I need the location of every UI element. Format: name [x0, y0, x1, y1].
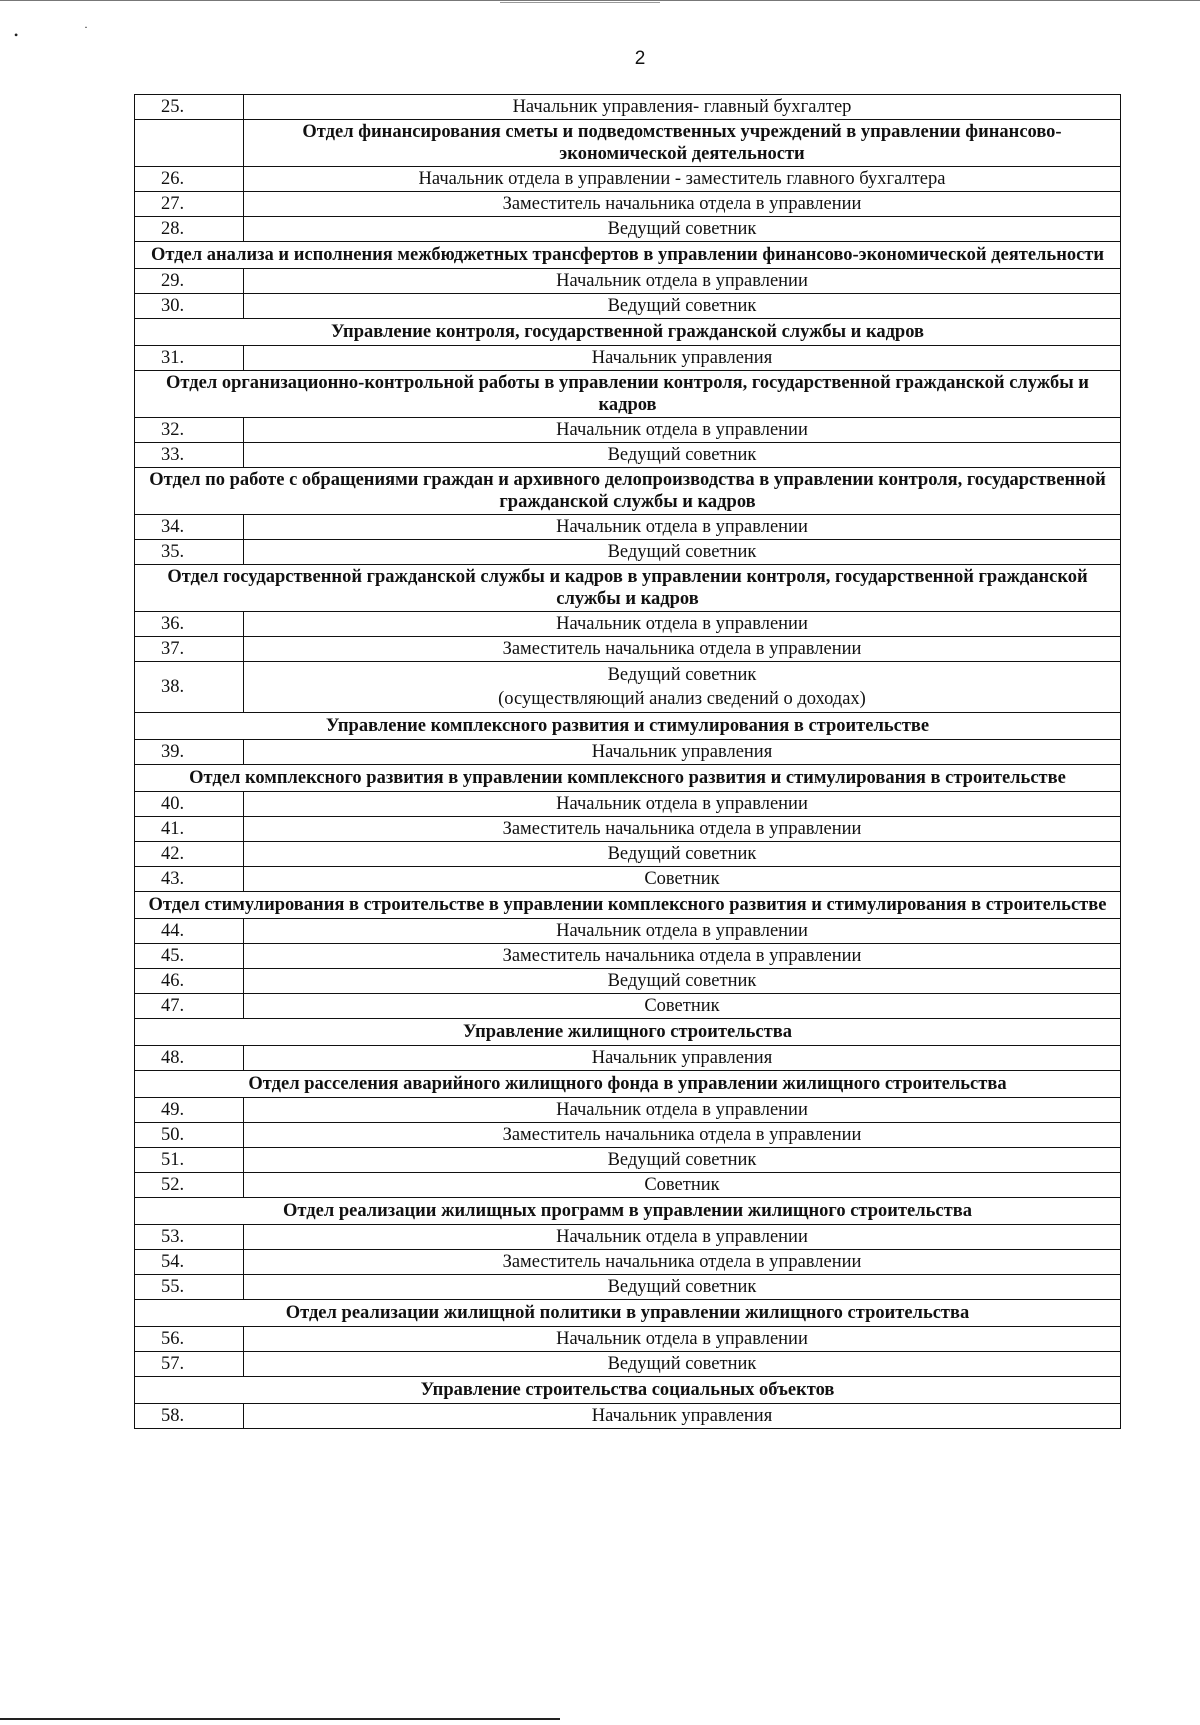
page-number: 2 — [634, 48, 646, 69]
department-title: Отдел комплексного развития в управлении комплексного развития и стимулирования в строительстве — [135, 765, 1121, 792]
position-note: (осуществляющий анализ сведений о доходах) — [498, 689, 866, 709]
department-title: Отдел организационно-контрольной работы в управлении контроля, государственной гражданской службы и кадров — [135, 371, 1121, 418]
position-number: 34. — [135, 515, 244, 540]
scan-speck: • — [14, 28, 19, 42]
position-title: Начальник отдела в управлении — [244, 1327, 1121, 1352]
position-row — [135, 294, 1121, 319]
department-row — [135, 565, 1121, 612]
department-row — [135, 371, 1121, 418]
position-title: Начальник отдела в управлении — [244, 792, 1121, 817]
position-number: 43. — [135, 867, 244, 892]
position-number: 32. — [135, 418, 244, 443]
position-title: Заместитель начальника отдела в управлении — [244, 1250, 1121, 1275]
position-number: 27. — [135, 192, 244, 217]
department-row — [135, 319, 1121, 346]
scan-top-edge-mark — [500, 2, 660, 3]
position-row — [135, 1046, 1121, 1071]
position-row — [135, 1173, 1121, 1198]
positions-table — [134, 94, 1121, 1429]
position-title-cell — [244, 662, 1121, 713]
position-title: Ведущий советник — [244, 294, 1121, 319]
position-title: Начальник отдела в управлении — [244, 418, 1121, 443]
position-row — [135, 842, 1121, 867]
scan-bottom-edge — [0, 1718, 560, 1720]
position-number: 46. — [135, 969, 244, 994]
position-number: 54. — [135, 1250, 244, 1275]
position-row — [135, 167, 1121, 192]
scan-top-edge — [0, 0, 1200, 1]
department-row — [135, 1300, 1121, 1327]
department-title: Отдел анализа и исполнения межбюджетных трансфертов в управлении финансово-экономической деятельности — [135, 242, 1121, 269]
position-number: 37. — [135, 637, 244, 662]
position-row — [135, 919, 1121, 944]
department-title: Управление жилищного строительства — [135, 1019, 1121, 1046]
position-row — [135, 944, 1121, 969]
position-title: Ведущий советник — [244, 1352, 1121, 1377]
scan-speck: · — [84, 20, 88, 34]
position-title: Советник — [244, 1173, 1121, 1198]
position-title: Начальник отдела в управлении — [244, 269, 1121, 294]
position-row — [135, 346, 1121, 371]
position-row — [135, 1250, 1121, 1275]
department-title: Управление комплексного развития и стимулирования в строительстве — [135, 713, 1121, 740]
position-title: Заместитель начальника отдела в управлении — [244, 817, 1121, 842]
position-title: Начальник отдела в управлении - заместитель главного бухгалтера — [244, 167, 1121, 192]
department-title: Отдел реализации жилищных программ в управлении жилищного строительства — [135, 1198, 1121, 1225]
department-row — [135, 1198, 1121, 1225]
position-title: Ведущий советник — [244, 443, 1121, 468]
department-row — [135, 1377, 1121, 1404]
position-number: 51. — [135, 1148, 244, 1173]
position-row — [135, 95, 1121, 120]
position-title: Начальник отдела в управлении — [244, 1098, 1121, 1123]
position-row — [135, 1148, 1121, 1173]
position-number: 48. — [135, 1046, 244, 1071]
position-number: 50. — [135, 1123, 244, 1148]
position-row — [135, 1123, 1121, 1148]
position-number: 55. — [135, 1275, 244, 1300]
position-title: Начальник управления — [244, 740, 1121, 765]
position-number: 49. — [135, 1098, 244, 1123]
department-title: Отдел по работе с обращениями граждан и архивного делопроизводства в управлении контроля, государственной гражданской службы и кадров — [135, 468, 1121, 515]
position-number: 47. — [135, 994, 244, 1019]
department-title: Управление строительства социальных объектов — [135, 1377, 1121, 1404]
position-row — [135, 1352, 1121, 1377]
position-number: 45. — [135, 944, 244, 969]
position-number: 25. — [135, 95, 244, 120]
department-row — [135, 1019, 1121, 1046]
position-number: 26. — [135, 167, 244, 192]
position-number: 35. — [135, 540, 244, 565]
position-row — [135, 740, 1121, 765]
position-row — [135, 994, 1121, 1019]
position-number: 38. — [135, 662, 244, 713]
department-title: Управление контроля, государственной гражданской службы и кадров — [135, 319, 1121, 346]
position-number: 41. — [135, 817, 244, 842]
position-row — [135, 418, 1121, 443]
position-row — [135, 1327, 1121, 1352]
position-title: Советник — [244, 994, 1121, 1019]
position-row — [135, 1275, 1121, 1300]
position-number: 57. — [135, 1352, 244, 1377]
position-number: 40. — [135, 792, 244, 817]
position-row — [135, 637, 1121, 662]
position-title: Ведущий советник — [607, 665, 757, 685]
position-row — [135, 1098, 1121, 1123]
department-row — [135, 713, 1121, 740]
position-number: 36. — [135, 612, 244, 637]
position-number: 56. — [135, 1327, 244, 1352]
position-number: 29. — [135, 269, 244, 294]
department-row — [135, 120, 1121, 167]
position-number: 33. — [135, 443, 244, 468]
position-title: Начальник отдела в управлении — [244, 1225, 1121, 1250]
position-title: Начальник отдела в управлении — [244, 919, 1121, 944]
position-number: 58. — [135, 1404, 244, 1429]
position-title: Начальник управления — [244, 1046, 1121, 1071]
position-title: Заместитель начальника отдела в управлении — [244, 1123, 1121, 1148]
department-title: Отдел стимулирования в строительстве в управлении комплексного развития и стимулирования в строительстве — [135, 892, 1121, 919]
position-title: Ведущий советник — [244, 969, 1121, 994]
position-row — [135, 269, 1121, 294]
department-row — [135, 1071, 1121, 1098]
position-title: Начальник управления — [244, 1404, 1121, 1429]
position-title: Ведущий советник — [244, 217, 1121, 242]
position-row — [135, 217, 1121, 242]
position-title: Заместитель начальника отдела в управлении — [244, 944, 1121, 969]
position-title: Начальник управления- главный бухгалтер — [244, 95, 1121, 120]
position-row — [135, 969, 1121, 994]
position-title: Заместитель начальника отдела в управлении — [244, 637, 1121, 662]
department-title: Отдел расселения аварийного жилищного фонда в управлении жилищного строительства — [135, 1071, 1121, 1098]
department-row — [135, 242, 1121, 269]
position-number: 39. — [135, 740, 244, 765]
position-row — [135, 612, 1121, 637]
position-row — [135, 540, 1121, 565]
position-title: Начальник отдела в управлении — [244, 515, 1121, 540]
position-title: Ведущий советник — [244, 1148, 1121, 1173]
position-number: 30. — [135, 294, 244, 319]
position-title: Начальник управления — [244, 346, 1121, 371]
department-row — [135, 468, 1121, 515]
position-row — [135, 515, 1121, 540]
department-title: Отдел реализации жилищной политики в управлении жилищного строительства — [135, 1300, 1121, 1327]
position-title: Ведущий советник — [244, 842, 1121, 867]
position-row — [135, 817, 1121, 842]
position-number: 53. — [135, 1225, 244, 1250]
position-row — [135, 443, 1121, 468]
positions-table-body — [135, 95, 1121, 1429]
position-title: Ведущий советник — [244, 1275, 1121, 1300]
position-title: Советник — [244, 867, 1121, 892]
position-number: 52. — [135, 1173, 244, 1198]
department-title: Отдел финансирования сметы и подведомственных учреждений в управлении финансово-экономической деятельности — [244, 120, 1121, 167]
position-row — [135, 792, 1121, 817]
department-title: Отдел государственной гражданской службы и кадров в управлении контроля, государственной гражданской службы и кадров — [135, 565, 1121, 612]
position-number: 44. — [135, 919, 244, 944]
position-number: 42. — [135, 842, 244, 867]
position-number: 31. — [135, 346, 244, 371]
position-number: 28. — [135, 217, 244, 242]
empty-number-cell — [135, 120, 244, 167]
position-title: Начальник отдела в управлении — [244, 612, 1121, 637]
position-title: Заместитель начальника отдела в управлении — [244, 192, 1121, 217]
position-row — [135, 1225, 1121, 1250]
department-row — [135, 892, 1121, 919]
position-row — [135, 192, 1121, 217]
position-row — [135, 662, 1121, 713]
position-row — [135, 1404, 1121, 1429]
position-title: Ведущий советник — [244, 540, 1121, 565]
department-row — [135, 765, 1121, 792]
position-row — [135, 867, 1121, 892]
